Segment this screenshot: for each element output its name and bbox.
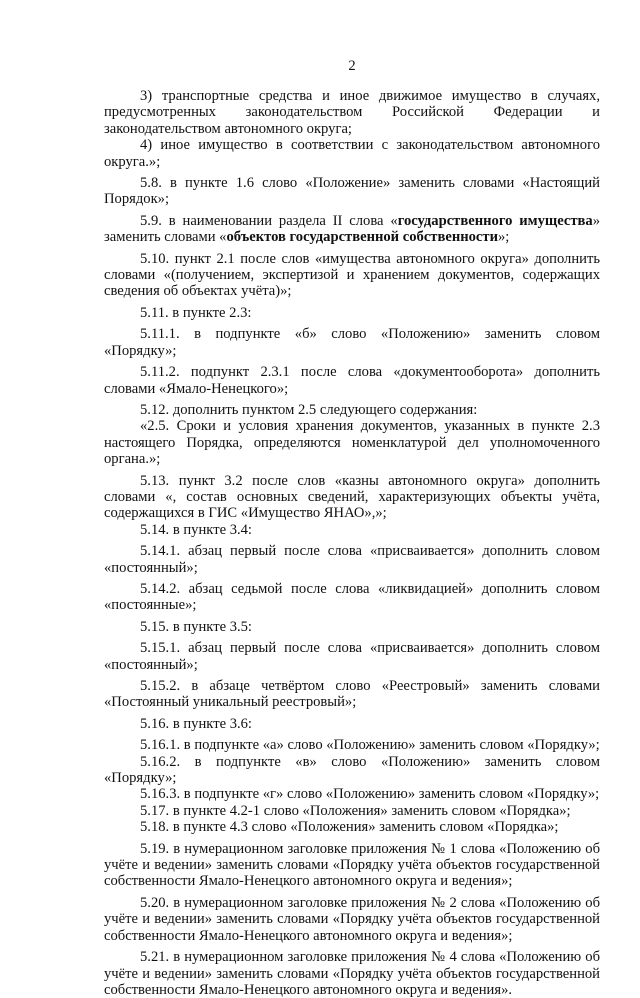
paragraph-5-19: 5.19. в нумерационном заголовке приложения № 1 слова «Положению об учёте и ведении» заменить словами «Порядку учёта объектов государственной собственности Ямало-Ненецкого автономного округа и ведения»;: [104, 840, 600, 890]
paragraph-5-16-2: 5.16.2. в подпункте «в» слово «Положению» заменить словом «Порядку»;: [104, 753, 600, 787]
paragraph-5-8: 5.8. в пункте 1.6 слово «Положение» заменить словами «Настоящий Порядок»;: [104, 175, 600, 208]
paragraph-5-9-bold-new: объектов государственной собственности: [226, 229, 498, 246]
paragraph-5-13: 5.13. пункт 3.2 после слов «казны автономного округа» дополнить словами «, состав основных сведений, характеризующих объекты учёта, содержащихся в ГИС «Имущество ЯНАО»,»;: [104, 472, 600, 522]
paragraph-4: 4) иное имущество в соответствии с законодательством автономного округа.»;: [104, 137, 600, 170]
paragraph-5-16-3: 5.16.3. в подпункте «г» слово «Положению» заменить словом «Порядку»;: [140, 786, 600, 803]
paragraph-5-10: 5.10. пункт 2.1 после слов «имущества автономного округа» дополнить словами «(получением, экспертизой и хранением документов, содержащих сведения об объектах учёта)»;: [104, 250, 600, 300]
paragraph-5-14: 5.14. в пункте 3.4:: [140, 521, 252, 538]
paragraph-5-16-1: 5.16.1. в подпункте «а» слово «Положению» заменить словом «Порядку»;: [140, 737, 600, 754]
paragraph-5-9-part: 5.9. в наименовании раздела II слова «: [140, 212, 398, 229]
paragraph-5-14-1: 5.14.1. абзац первый после слова «присваивается» дополнить словом «постоянный»;: [104, 543, 600, 576]
paragraph-5-9-bold-old: государственного имущества: [397, 212, 593, 229]
paragraph-5-9-part: » заменить словами «: [104, 212, 600, 246]
paragraph-5-21: 5.21. в нумерационном заголовке приложения № 4 слова «Положению об учёте и ведении» заменить словами «Порядку учёта объектов государственной собственности Ямало-Ненецкого автономного округа и ведения».: [104, 949, 600, 998]
page-number: 2: [348, 58, 356, 74]
paragraph-2-5: «2.5. Сроки и условия хранения документов, указанных в пункте 2.3 настоящего Порядка, определяются номенклатурой дел уполномоченного органа.»;: [104, 418, 600, 468]
paragraph-5-11-2: 5.11.2. подпункт 2.3.1 после слова «документооборота» дополнить словами «Ямало-Ненецкого»;: [104, 364, 600, 397]
paragraph-3: 3) транспортные средства и иное движимое имущество в случаях, предусмотренных законодательством Российской Федерации и законодательством автономного округа;: [104, 88, 600, 137]
paragraph-5-14-2: 5.14.2. абзац седьмой после слова «ликвидацией» дополнить словом «постоянные»;: [104, 580, 600, 614]
paragraph-5-9: [104, 213, 600, 246]
paragraph-5-12: 5.12. дополнить пунктом 2.5 следующего содержания:: [140, 401, 478, 418]
paragraph-5-11: 5.11. в пункте 2.3:: [140, 304, 252, 321]
paragraph-5-18: 5.18. в пункте 4.3 слово «Положения» заменить словом «Порядка»;: [140, 819, 559, 836]
paragraph-5-9-part: »;: [498, 229, 510, 246]
paragraph-5-17: 5.17. в пункте 4.2-1 слово «Положения» заменить словом «Порядка»;: [140, 802, 571, 819]
paragraph-5-15-2: 5.15.2. в абзаце четвёртом слово «Реестровый» заменить словами «Постоянный уникальный реестровый»;: [104, 678, 600, 711]
paragraph-5-16: 5.16. в пункте 3.6:: [140, 715, 252, 732]
paragraph-5-15-1: 5.15.1. абзац первый после слова «присваивается» дополнить словом «постоянный»;: [104, 640, 600, 673]
paragraph-5-20: 5.20. в нумерационном заголовке приложения № 2 слова «Положению об учёте и ведении» заменить словами «Порядку учёта объектов государственной собственности Ямало-Ненецкого автономного округа и ведения»;: [104, 894, 600, 944]
paragraph-5-11-1: 5.11.1. в подпункте «б» слово «Положению» заменить словом «Порядку»;: [104, 326, 600, 359]
paragraph-5-15: 5.15. в пункте 3.5:: [140, 618, 252, 635]
